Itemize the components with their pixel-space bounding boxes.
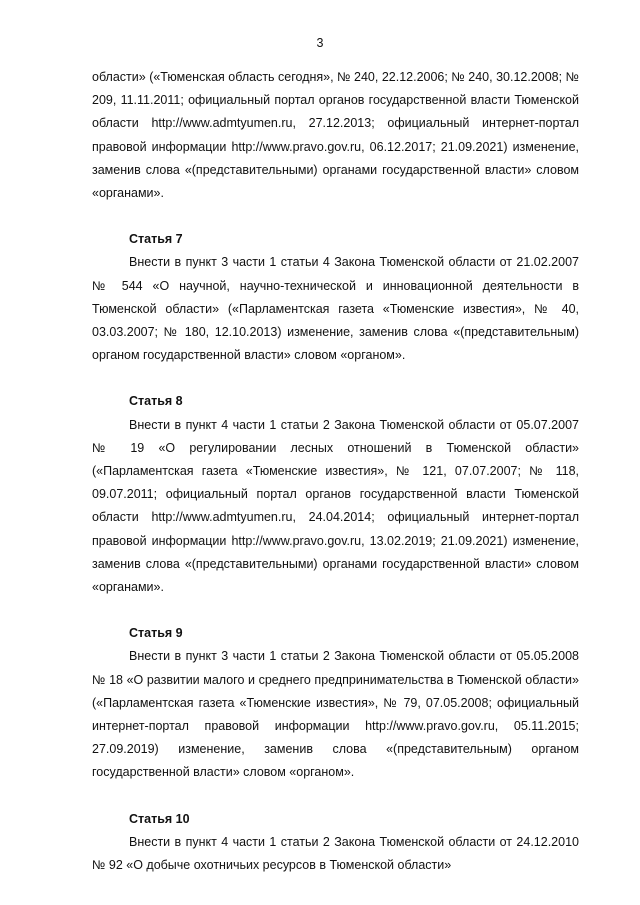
article-10-text: Внести в пункт 4 части 1 статьи 2 Закона Тюменской области от 24.12.2010 № 92 «О добыче охотничьих ресурсов в Тюменской области» bbox=[92, 834, 579, 873]
article-10-heading: Статья 10 bbox=[129, 811, 190, 826]
article-8-heading: Статья 8 bbox=[129, 394, 183, 409]
article-7-heading: Статья 7 bbox=[129, 232, 183, 247]
article-8-text: Внести в пункт 4 части 1 статьи 2 Закона Тюменской области от 05.07.2007 № 19 «О регулировании лесных отношений в Тюменской области» («Парламентская газета «Тюменские известия», № 121, 07.07.2007; № 118, 09.07.2011; официальный портал органов государственной власти Тюменской области http://www.admtyumen.ru, 24.04.2014; официальный интернет-портал правовой информации http://www.pravo.gov.ru, 13.02.2019; 21.09.2021) изменение, заменив слова «(представительными) органами государственной власти» словом «органами». bbox=[92, 417, 579, 595]
intro-paragraph: области» («Тюменская область сегодня», № 240, 22.12.2006; № 240, 30.12.2008; № 209, 11.11.2011; официальный портал органов государственной власти Тюменской области http://www.admtyumen.ru, 27.12.2013; официальный интернет-портал правовой информации http://www.pravo.gov.ru, 06.12.2017; 21.09.2021) изменение, заменив слова «(представительными) органами государственной власти» словом «органами». bbox=[92, 70, 579, 201]
document-body bbox=[92, 66, 579, 877]
article-7-text: Внести в пункт 3 части 1 статьи 4 Закона Тюменской области от 21.02.2007 № 544 «О научной, научно-технической и инновационной деятельности в Тюменской области» («Парламентская газета «Тюменские известия», № 40, 03.03.2007; № 180, 12.10.2013) изменение, заменив слова «(представительным) органом государственной власти» словом «органом». bbox=[92, 255, 579, 363]
article-9-heading: Статья 9 bbox=[129, 626, 183, 641]
page-number: 3 bbox=[316, 36, 324, 50]
article-9-text: Внести в пункт 3 части 1 статьи 2 Закона Тюменской области от 05.05.2008 № 18 «О развитии малого и среднего предпринимательства в Тюменской области» («Парламентская газета «Тюменские известия», № 79, 07.05.2008; официальный интернет-портал правовой информации http://www.pravo.gov.ru, 05.11.2015; 27.09.2019) изменение, заменив слова «(представительным) органом государственной власти» словом «органом». bbox=[92, 649, 579, 780]
